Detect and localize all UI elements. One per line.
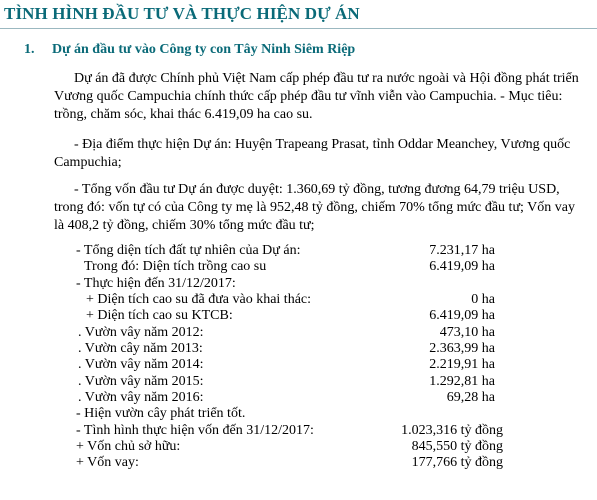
paragraph-capital: - Tổng vốn đầu tư Dự án được duyệt: 1.360,69 tỷ đồng, tương đương 64,79 triệu USD, trong đó: vốn tự có của Công ty mẹ là 952,48 tỷ đồng, chiếm 70% tổng mức đầu tư; Vốn vay là 408,2 tỷ đồng, chiếm 30% tổng mức đầu tư; xyxy=(54,182,575,233)
table-row xyxy=(0,439,597,455)
row-label: . Vườn cây năm 2013: xyxy=(78,341,203,356)
table-row xyxy=(0,259,597,275)
table-row xyxy=(0,423,597,439)
section-number: 1. xyxy=(24,42,35,57)
row-label: . Vườn vây năm 2015: xyxy=(78,374,204,389)
row-label: + Diện tích cao su đã đưa vào khai thác: xyxy=(86,292,312,307)
table-row xyxy=(0,406,597,422)
row-label: - Hiện vườn cây phát triển tốt. xyxy=(76,406,246,421)
row-label: . Vườn vây năm 2012: xyxy=(78,325,204,340)
table-row xyxy=(0,243,597,259)
row-value: 0 ha xyxy=(471,292,495,307)
row-label: - Tình hình thực hiện vốn đến 31/12/2017: xyxy=(76,423,314,438)
row-value: 1.023,316 tỷ đồng xyxy=(401,423,503,438)
paragraph-license: Dự án đã được Chính phủ Việt Nam cấp phép đầu tư ra nước ngoài và Hội đồng phát triển Vương quốc Campuchia chính thức cấp phép đầu tư vĩnh viễn vào Campuchia. - Mục tiêu: trồng, chăm sóc, khai thác 6.419,09 ha cao su. xyxy=(54,71,579,122)
row-value: 177,766 tỷ đồng xyxy=(411,455,503,470)
section-heading xyxy=(24,42,355,58)
table-row xyxy=(0,325,597,341)
table-row xyxy=(0,374,597,390)
row-value: 7.231,17 ha xyxy=(429,243,495,258)
row-value: 2.363,99 ha xyxy=(429,341,495,356)
row-label: - Thực hiện đến 31/12/2017: xyxy=(76,276,236,291)
row-value: 6.419,09 ha xyxy=(429,308,495,323)
table-row xyxy=(0,390,597,406)
row-value: 473,10 ha xyxy=(439,325,495,340)
title-underline xyxy=(0,28,597,29)
row-label: - Tổng diện tích đất tự nhiên của Dự án: xyxy=(76,243,301,258)
table-row xyxy=(0,308,597,324)
row-label: . Vườn vây năm 2016: xyxy=(78,390,204,405)
row-label: . Vườn vây năm 2014: xyxy=(78,357,204,372)
table-row xyxy=(0,276,597,292)
table-row xyxy=(0,357,597,373)
table-row xyxy=(0,341,597,357)
row-value: 2.219,91 ha xyxy=(429,357,495,372)
table-row xyxy=(0,292,597,308)
row-label: + Diện tích cao su KTCB: xyxy=(86,308,233,323)
section-title: Dự án đầu tư vào Công ty con Tây Ninh Siêm Riệp xyxy=(52,42,356,57)
row-value: 6.419,09 ha xyxy=(429,259,495,274)
main-title: TÌNH HÌNH ĐẦU TƯ VÀ THỰC HIỆN DỰ ÁN xyxy=(4,4,360,23)
row-label: + Vốn chủ sở hữu: xyxy=(76,439,181,454)
row-value: 69,28 ha xyxy=(446,390,495,405)
row-label: Trong đó: Diện tích trồng cao su xyxy=(84,259,267,274)
paragraph-location: - Địa điểm thực hiện Dự án: Huyện Trapeang Prasat, tỉnh Oddar Meanchey, Vương quốc Campuchia; xyxy=(54,137,571,170)
row-value: 1.292,81 ha xyxy=(429,374,495,389)
table-row xyxy=(0,455,597,471)
row-value: 845,550 tỷ đồng xyxy=(411,439,503,454)
row-label: + Vốn vay: xyxy=(76,455,139,470)
